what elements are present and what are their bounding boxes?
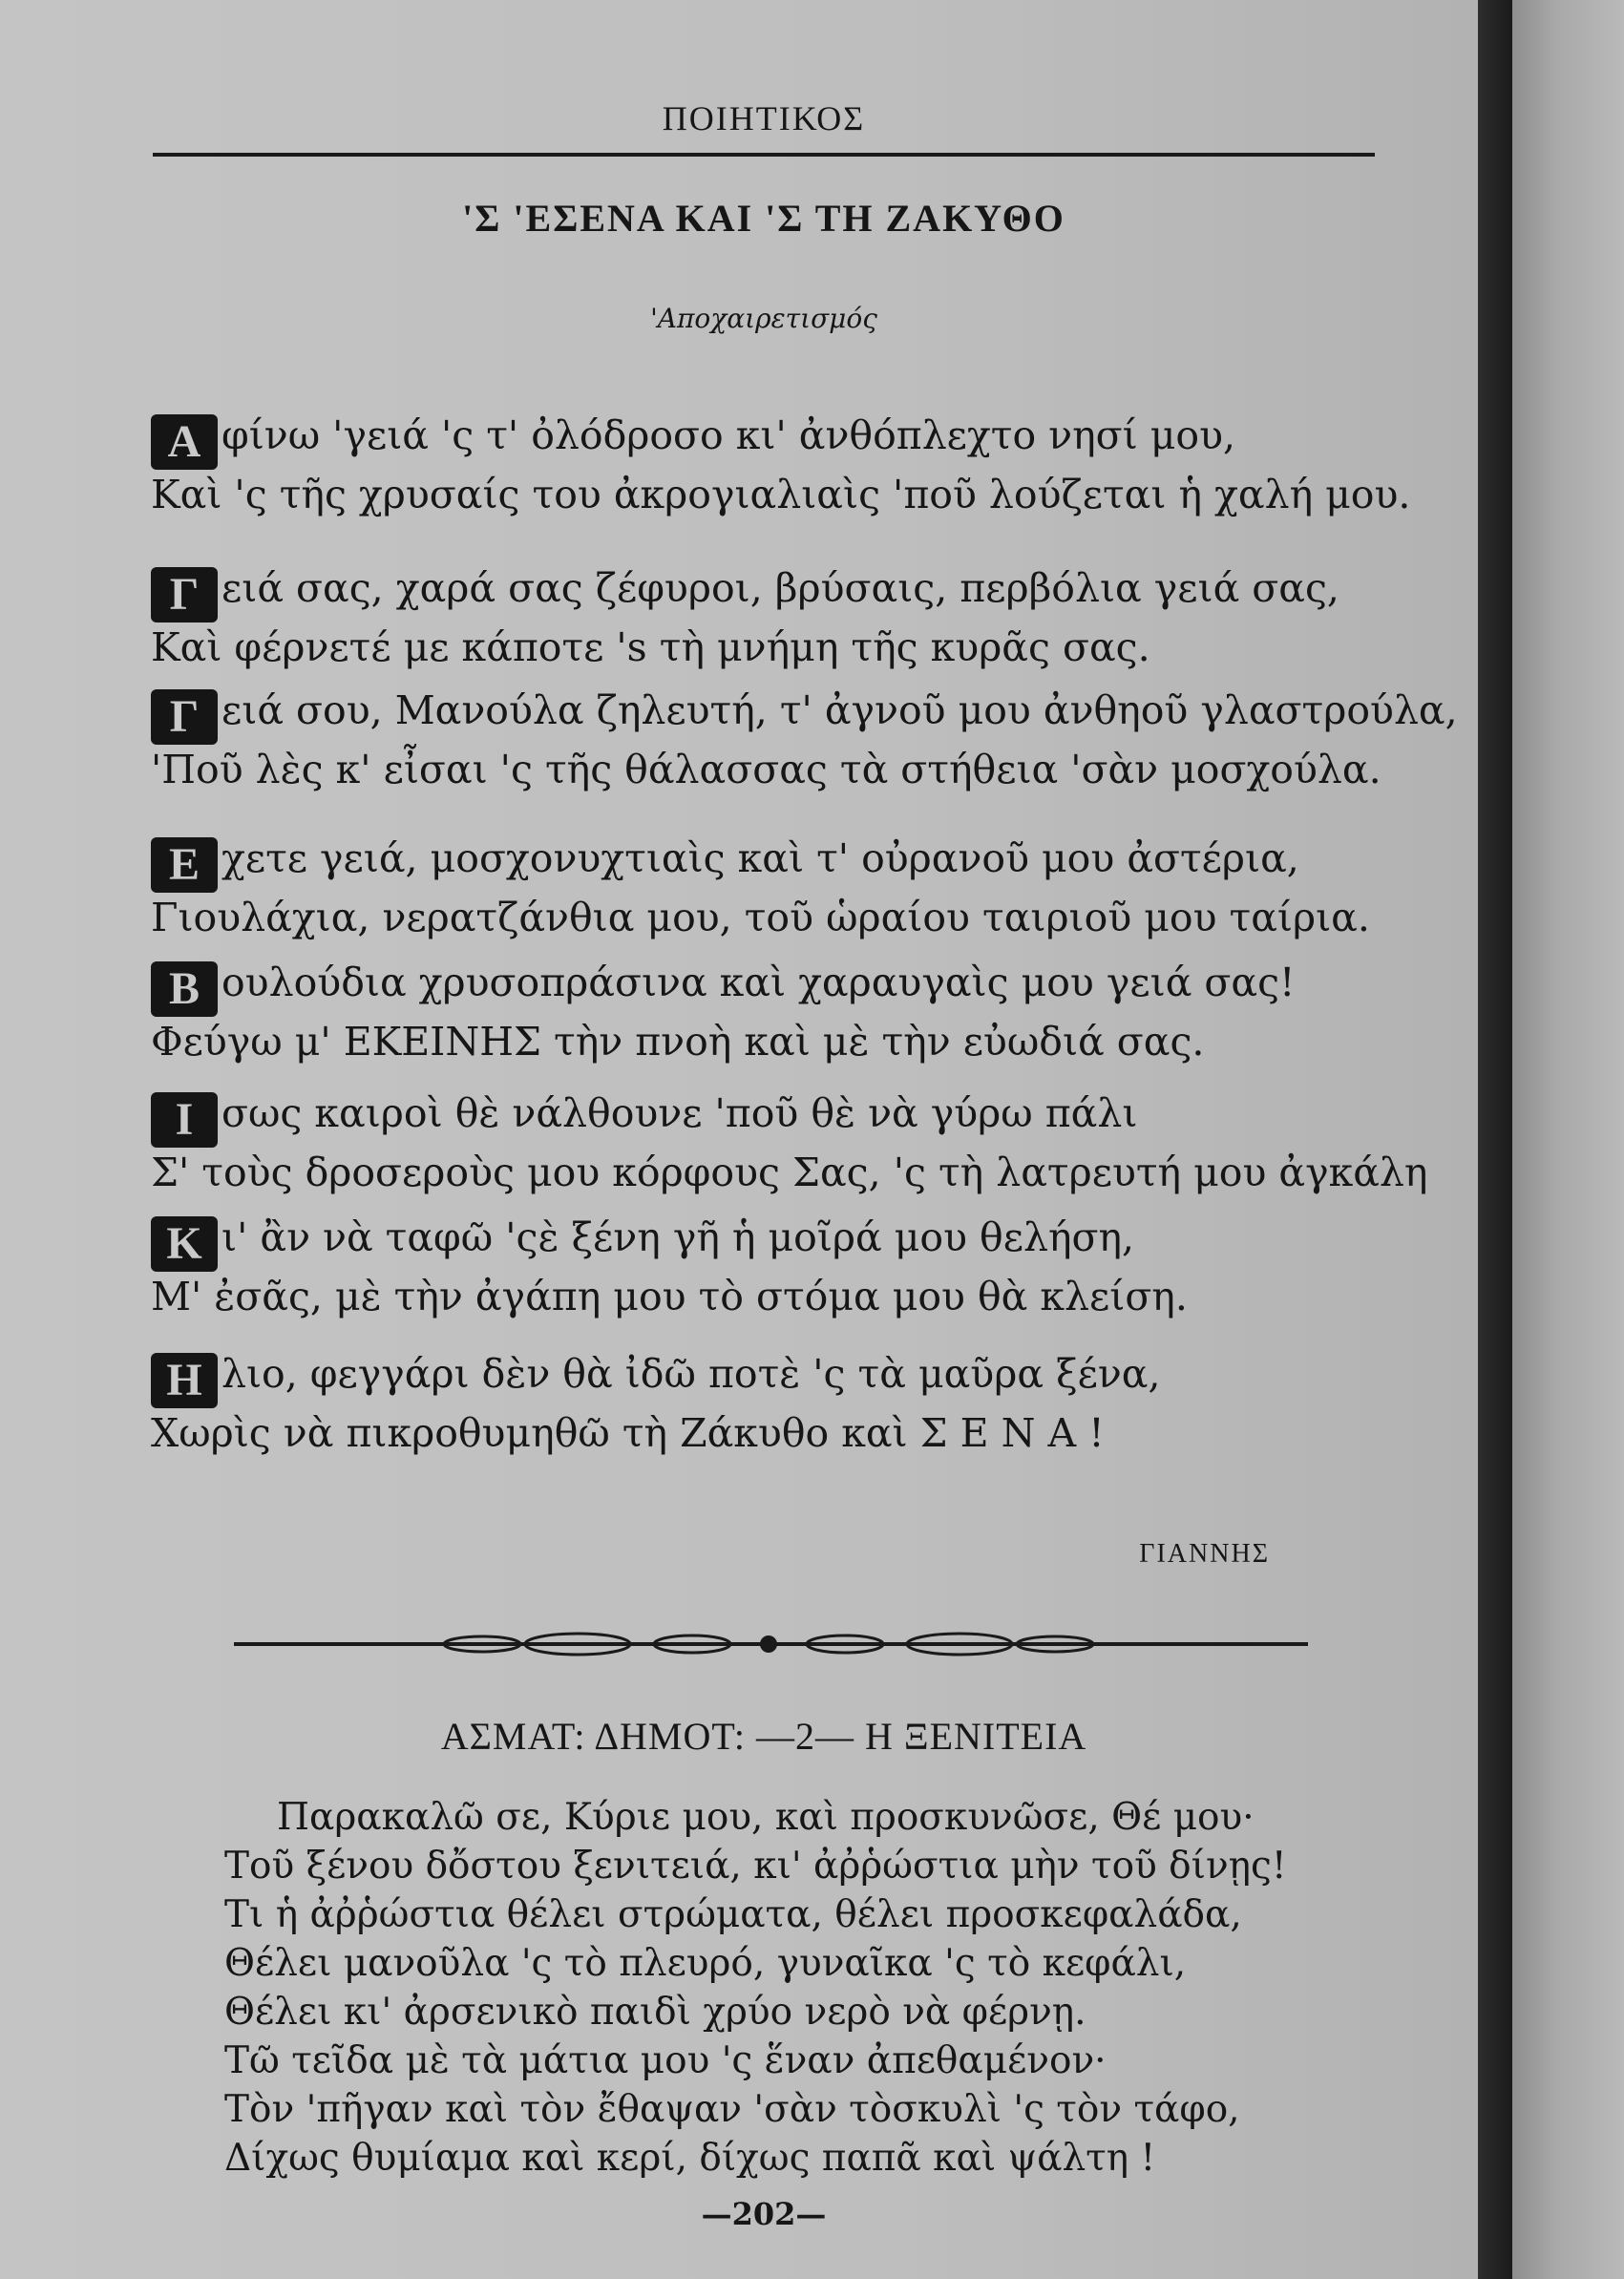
verse-line: Θέλει κι' ἀρσενικὸ παιδὶ χρύο νερὸ νὰ φέρνῃ. xyxy=(224,1991,1086,2034)
verse-line: Φεύγω μ' ΕΚΕΙΝΗΣ τὴν πνοὴ καὶ μὲ τὴν εὐωδιά σας. xyxy=(151,1019,1205,1065)
verse-line: Β ουλούδια χρυσοπράσινα καὶ χαραυγαὶς μου γειά σας! xyxy=(151,958,1421,1017)
drop-cap: Α xyxy=(151,414,218,470)
song-verses xyxy=(224,1793,1408,2183)
verse-line: Γιουλάχια, νερατζάνθια μου, τοῦ ὡραίου ταιριοῦ μου ταίρια. xyxy=(151,895,1370,940)
verse-line: 'Ποῦ λὲς κ' εἶσαι 'ς τῆς θάλασσας τὰ στήθεια 'σὰν μοσχούλα. xyxy=(151,747,1381,792)
verse-line: Τὸν 'πῆγαν καὶ τὸν ἔθαψαν 'σὰν τὸσκυλὶ 'ς τὸν τάφο, xyxy=(224,2088,1240,2131)
ornamental-divider xyxy=(234,1625,1308,1663)
book-gutter xyxy=(1478,0,1512,2279)
verse-line: Α φίνω 'γειά 'ς τ' ὀλόδροσο κι' ἀνθόπλεχτο νησί μου, xyxy=(151,411,1421,470)
facing-page-edge xyxy=(1512,0,1624,2279)
header-rule xyxy=(153,153,1375,157)
verse-line: Χωρὶς νὰ πικροθυμηθῶ τὴ Ζάκυθο καὶ Σ Ε Ν Α ! xyxy=(151,1410,1105,1456)
drop-cap: Ε xyxy=(151,837,218,893)
drop-cap: Β xyxy=(151,961,218,1017)
stanza xyxy=(151,958,1421,1066)
stanza xyxy=(151,1349,1421,1458)
verse-line: Καὶ 'ς τῆς χρυσαίς του ἀκρογιαλιαὶς 'ποῦ λούζεται ἡ χαλή μου. xyxy=(151,472,1411,517)
drop-cap: Κ xyxy=(151,1216,218,1272)
page-number: —202— xyxy=(701,2196,827,2232)
verse-line: Τῶ τεῖδα μὲ τὰ μάτια μου 'ς ἕναν ἀπεθαμένον· xyxy=(224,2039,1107,2082)
verse-line: Θέλει μανοῦλα 'ς τὸ πλευρό, γυναῖκα 'ς τὸ κεφάλι, xyxy=(224,1942,1187,1985)
stanza xyxy=(151,1088,1428,1197)
verse-line: Καὶ φέρνετέ με κάποτε 's τὴ μνήμη τῆς κυρᾶς σας. xyxy=(151,624,1150,670)
verse-line: Ε χετε γειά, μοσχονυχτιαὶς καὶ τ' οὐρανοῦ μου ἀστέρια, xyxy=(151,834,1421,893)
stanza xyxy=(151,686,1458,794)
verse-line: Η λιο, φεγγάρι δὲν θὰ ἰδῶ ποτὲ 'ς τὰ μαῦρα ξένα, xyxy=(151,1349,1421,1408)
stanza xyxy=(151,563,1421,672)
verse-line: Γ ειά σας, χαρά σας ζέφυροι, βρύσαις, περβόλια γειά σας, xyxy=(151,563,1421,623)
poem-signature: ΓΙΑΝΝΗΣ xyxy=(1139,1539,1270,1569)
drop-cap: Η xyxy=(151,1353,218,1408)
stanza xyxy=(151,1213,1421,1321)
verse-line: Ι σως καιροὶ θὲ νάλθουνε 'ποῦ θὲ νὰ γύρω πάλι xyxy=(151,1088,1421,1148)
verse-line: Τι ἡ ἀῤῥώστια θέλει στρώματα, θέλει προσκεφαλάδα, xyxy=(224,1893,1242,1936)
running-header: ΠΟΙΗΤΙΚΟΣ xyxy=(662,99,866,137)
verse-line: Μ' ἐσᾶς, μὲ τὴν ἀγάπη μου τὸ στόμα μου θὰ κλείση. xyxy=(151,1274,1188,1319)
drop-cap: Γ xyxy=(151,567,218,623)
poem-subtitle: 'Αποχαιρετισμός xyxy=(650,303,877,334)
verse-line: Γ ειά σου, Μανούλα ζηλευτή, τ' ἀγνοῦ μου ἀνθηοῦ γλαστρούλα, xyxy=(151,686,1421,745)
drop-cap: Ι xyxy=(151,1092,218,1148)
song-title: ΑΣΜΑΤ: ΔΗΜΟΤ: —2— Η ΞΕΝΙΤΕΙΑ xyxy=(440,1715,1087,1758)
verse-line: Δίχως θυμίαμα καὶ κερί, δίχως παπᾶ καὶ ψάλτη ! xyxy=(224,2137,1156,2180)
verse-line: Τοῦ ξένου δὄστου ξενιτειά, κι' ἀῤῥώστια μὴν τοῦ δίνῃς! xyxy=(224,1845,1287,1888)
verse-line: Κ ι' ἂν νὰ ταφῶ 'ςὲ ξένη γῆ ἡ μοῖρά μου θελήση, xyxy=(151,1213,1421,1272)
drop-cap: Γ xyxy=(151,689,218,745)
stanza xyxy=(151,834,1421,942)
poem-title: 'Σ 'ΕΣΕΝΑ ΚΑΙ 'Σ ΤΗ ΖΑΚΥΘΟ xyxy=(462,197,1065,240)
stanza xyxy=(151,411,1421,519)
verse-line: Παρακαλῶ σε, Κύριε μου, καὶ προσκυνῶσε, Θέ μου· xyxy=(277,1796,1255,1839)
verse-line: Σ' τοὺς δροσεροὺς μου κόρφους Σας, 'ς τὴ λατρευτή μου ἀγκάλη xyxy=(151,1150,1428,1195)
